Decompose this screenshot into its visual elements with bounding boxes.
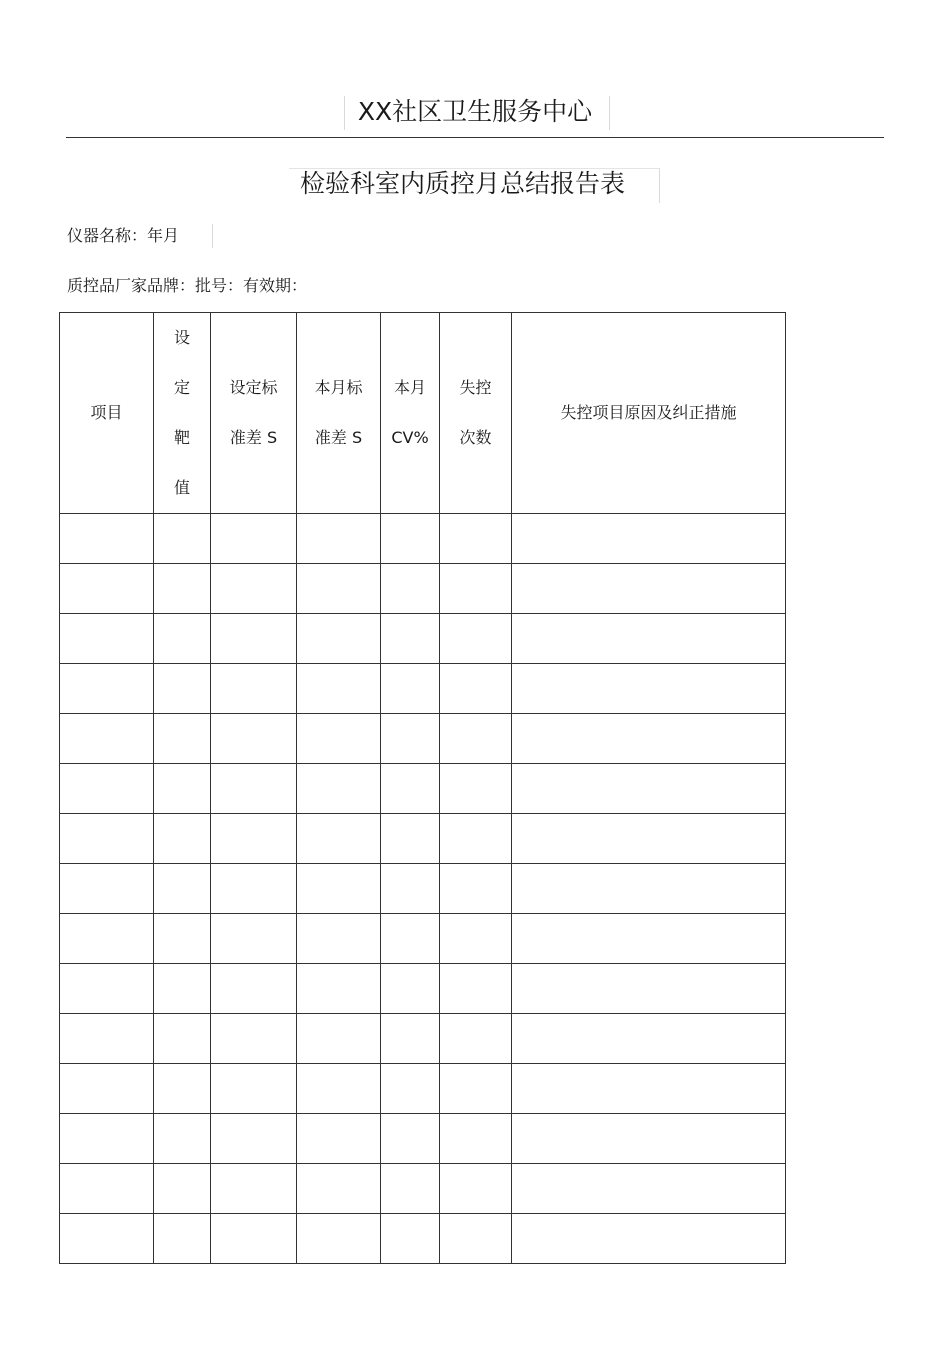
- table-row: [60, 864, 786, 914]
- table-cell[interactable]: [297, 1214, 381, 1264]
- header-target-line: 设: [173, 328, 190, 347]
- table-cell[interactable]: [512, 614, 786, 664]
- table-cell[interactable]: [154, 1164, 211, 1214]
- table-row: [60, 564, 786, 614]
- header-out-of-control-count: [440, 313, 512, 514]
- table-cell[interactable]: [297, 664, 381, 714]
- table-cell[interactable]: [440, 864, 512, 914]
- title-frame: [344, 96, 610, 130]
- table-cell[interactable]: [154, 764, 211, 814]
- header-target-line: 靶: [173, 428, 190, 447]
- table-cell[interactable]: [512, 914, 786, 964]
- table-cell[interactable]: [297, 764, 381, 814]
- header-month-sd: [297, 313, 381, 514]
- table-cell[interactable]: [154, 814, 211, 864]
- table-row: [60, 914, 786, 964]
- table-row: [60, 1064, 786, 1114]
- table-cell[interactable]: [154, 864, 211, 914]
- table-row: [60, 1164, 786, 1214]
- table-row: [60, 1214, 786, 1264]
- table-cell[interactable]: [381, 864, 440, 914]
- table-cell[interactable]: [381, 1164, 440, 1214]
- table-cell[interactable]: [60, 564, 154, 614]
- table-cell[interactable]: [381, 764, 440, 814]
- report-title: 检验科室内质控月总结报告表: [299, 169, 625, 198]
- qc-material-line: 质控品厂家品牌：批号：有效期：: [67, 276, 308, 295]
- table-cell[interactable]: [154, 964, 211, 1014]
- header-month-cv-line: 本月: [393, 378, 426, 397]
- table-row: [60, 664, 786, 714]
- table-cell[interactable]: [512, 1064, 786, 1114]
- table-row: [60, 614, 786, 664]
- table-row: [60, 714, 786, 764]
- header-target-line: 定: [173, 378, 190, 397]
- table-cell[interactable]: [154, 1114, 211, 1164]
- table-cell[interactable]: [211, 1014, 297, 1064]
- table-row: [60, 814, 786, 864]
- table-cell[interactable]: [154, 514, 211, 564]
- table-cell[interactable]: [381, 964, 440, 1014]
- table-cell[interactable]: [297, 514, 381, 564]
- table-cell[interactable]: [211, 964, 297, 1014]
- header-ooc-line: 失控: [459, 378, 492, 397]
- header-set-sd-line: 设定标: [229, 378, 278, 397]
- table-row: [60, 764, 786, 814]
- table-cell[interactable]: [211, 1214, 297, 1264]
- table-cell[interactable]: [512, 714, 786, 764]
- table-cell[interactable]: [381, 1064, 440, 1114]
- table-cell[interactable]: [381, 614, 440, 664]
- table-cell[interactable]: [60, 1114, 154, 1164]
- header-ooc-line: 次数: [459, 428, 492, 447]
- table-cell[interactable]: [381, 1114, 440, 1164]
- table-cell[interactable]: [440, 1014, 512, 1064]
- table-cell[interactable]: [512, 1214, 786, 1264]
- table-cell[interactable]: [154, 914, 211, 964]
- table-cell[interactable]: [154, 564, 211, 614]
- header-target-line: 值: [173, 478, 190, 497]
- organization-title: XX社区卫生服务中心: [357, 97, 593, 126]
- table-cell[interactable]: [211, 914, 297, 964]
- table-cell[interactable]: [297, 1164, 381, 1214]
- header-set-sd-line: 准差 S: [229, 428, 278, 447]
- table-cell[interactable]: [381, 1214, 440, 1264]
- table-cell[interactable]: [512, 764, 786, 814]
- table-cell[interactable]: [297, 814, 381, 864]
- table-cell[interactable]: [211, 764, 297, 814]
- table-row: [60, 1114, 786, 1164]
- table-cell[interactable]: [297, 964, 381, 1014]
- table-cell[interactable]: [440, 514, 512, 564]
- table-cell[interactable]: [60, 764, 154, 814]
- header-cause-and-action: [512, 313, 786, 514]
- header-item: [60, 313, 154, 514]
- table-cell[interactable]: [512, 664, 786, 714]
- table-cell[interactable]: [440, 764, 512, 814]
- header-month-sd-line: 本月标: [314, 378, 363, 397]
- table-cell[interactable]: [381, 564, 440, 614]
- table-cell[interactable]: [154, 1214, 211, 1264]
- table-cell[interactable]: [512, 864, 786, 914]
- table-cell[interactable]: [440, 664, 512, 714]
- table-cell[interactable]: [154, 614, 211, 664]
- table-cell[interactable]: [297, 1114, 381, 1164]
- table-cell[interactable]: [60, 814, 154, 864]
- table-cell[interactable]: [211, 664, 297, 714]
- table-cell[interactable]: [297, 564, 381, 614]
- header-rule: [66, 137, 884, 138]
- table-row: [60, 514, 786, 564]
- table-cell[interactable]: [512, 1164, 786, 1214]
- table-cell[interactable]: [60, 914, 154, 964]
- table-cell[interactable]: [211, 514, 297, 564]
- table-cell[interactable]: [440, 1214, 512, 1264]
- header-item-label: 项目: [90, 403, 123, 422]
- table-cell[interactable]: [60, 664, 154, 714]
- table-cell[interactable]: [60, 714, 154, 764]
- table-cell[interactable]: [297, 864, 381, 914]
- report-title-frame: [289, 168, 660, 203]
- table-cell[interactable]: [60, 864, 154, 914]
- table-cell[interactable]: [440, 1114, 512, 1164]
- table-cell[interactable]: [211, 1064, 297, 1114]
- table-cell[interactable]: [381, 664, 440, 714]
- header-month-sd-line: 准差 S: [314, 428, 363, 447]
- table-cell[interactable]: [381, 514, 440, 564]
- table-cell[interactable]: [60, 964, 154, 1014]
- table-cell[interactable]: [211, 714, 297, 764]
- table-cell[interactable]: [60, 514, 154, 564]
- header-set-sd: [211, 313, 297, 514]
- table-cell[interactable]: [512, 1114, 786, 1164]
- table-cell[interactable]: [440, 614, 512, 664]
- table-cell[interactable]: [211, 614, 297, 664]
- table-cell[interactable]: [381, 814, 440, 864]
- header-cause-label: 失控项目原因及纠正措施: [560, 403, 737, 422]
- table-cell[interactable]: [512, 1014, 786, 1064]
- table-cell[interactable]: [297, 614, 381, 664]
- table-cell[interactable]: [512, 964, 786, 1014]
- table-cell[interactable]: [60, 1014, 154, 1064]
- table-cell[interactable]: [60, 1164, 154, 1214]
- header-month-cv-line: CV%: [391, 428, 429, 447]
- table-cell[interactable]: [154, 1064, 211, 1114]
- table-cell[interactable]: [381, 914, 440, 964]
- table-cell[interactable]: [60, 614, 154, 664]
- table-row: [60, 1014, 786, 1064]
- table-cell[interactable]: [154, 1014, 211, 1064]
- header-month-cv: [381, 313, 440, 514]
- field-divider: [212, 224, 213, 248]
- table-cell[interactable]: [512, 514, 786, 564]
- table-cell[interactable]: [440, 914, 512, 964]
- instrument-line: 仪器名称：年月: [67, 226, 180, 245]
- table-cell[interactable]: [211, 564, 297, 614]
- qc-summary-table: [59, 312, 786, 1264]
- table-cell[interactable]: [440, 1164, 512, 1214]
- table-cell[interactable]: [60, 1064, 154, 1114]
- table-cell[interactable]: [297, 714, 381, 764]
- table-cell[interactable]: [297, 914, 381, 964]
- table-cell[interactable]: [440, 1064, 512, 1114]
- table-row: [60, 964, 786, 1014]
- table-cell[interactable]: [440, 564, 512, 614]
- table-cell[interactable]: [512, 814, 786, 864]
- table-cell[interactable]: [154, 664, 211, 714]
- table-cell[interactable]: [211, 864, 297, 914]
- table-cell[interactable]: [381, 714, 440, 764]
- table-header-row: [60, 313, 786, 514]
- table-cell[interactable]: [211, 814, 297, 864]
- header-target-value: [154, 313, 211, 514]
- table-cell[interactable]: [60, 1214, 154, 1264]
- table-cell[interactable]: [211, 1114, 297, 1164]
- table-cell[interactable]: [381, 1014, 440, 1064]
- table-cell[interactable]: [440, 714, 512, 764]
- table-cell[interactable]: [440, 814, 512, 864]
- table-cell[interactable]: [512, 564, 786, 614]
- table-cell[interactable]: [440, 964, 512, 1014]
- table-cell[interactable]: [154, 714, 211, 764]
- table-cell[interactable]: [211, 1164, 297, 1214]
- table-cell[interactable]: [297, 1014, 381, 1064]
- table-cell[interactable]: [297, 1064, 381, 1114]
